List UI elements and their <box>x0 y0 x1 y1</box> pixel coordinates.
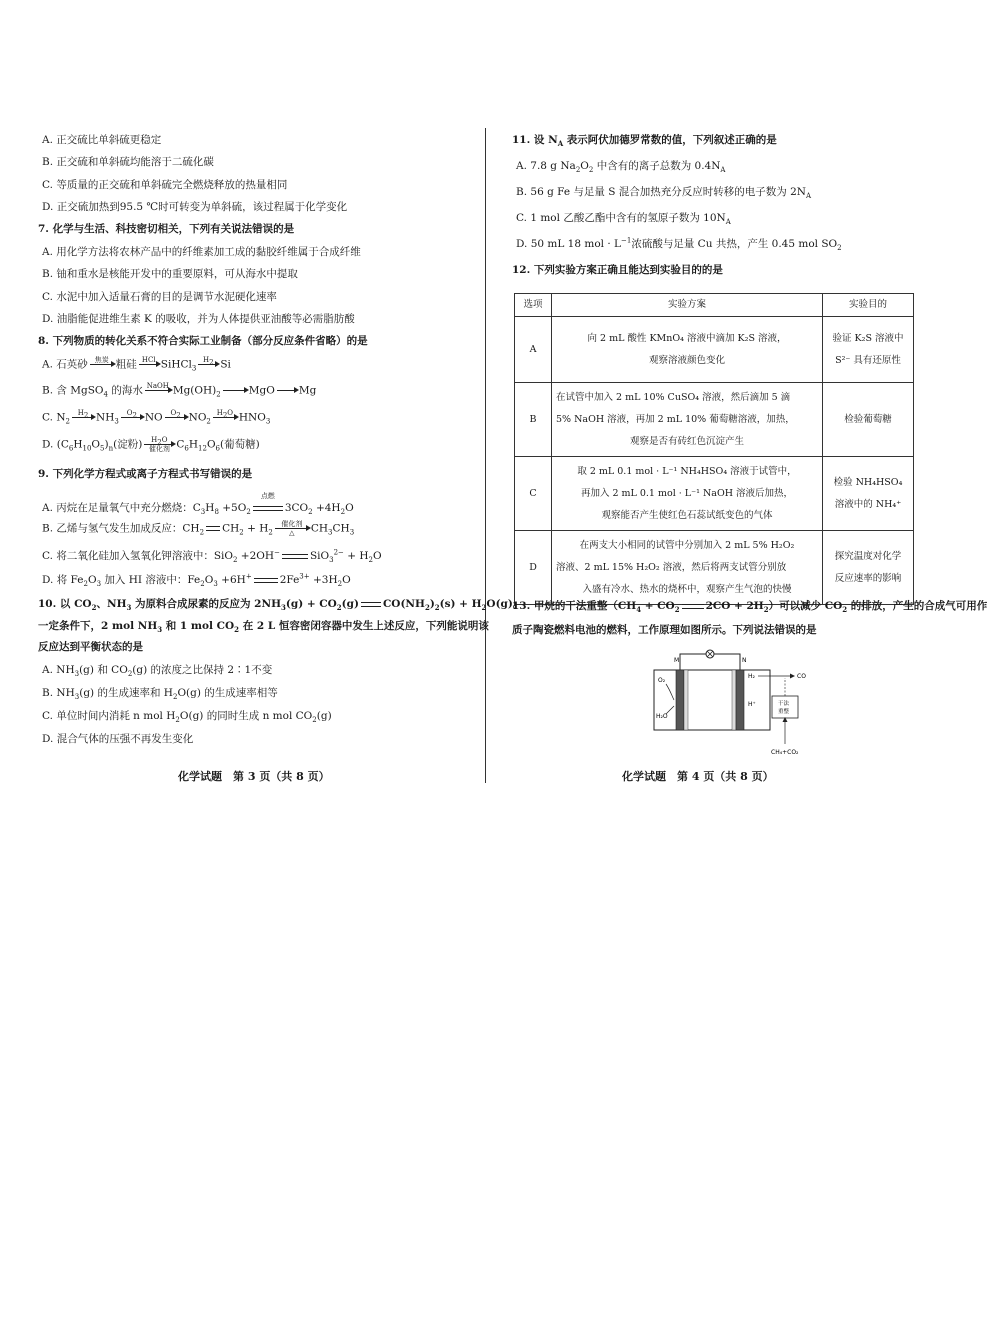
q9-stem: 9. 下列化学方程式或离子方程式书写错误的是 <box>38 468 253 480</box>
q10-stem-line2: 一定条件下，2 mol $NH_3$ 和 1 mol $CO_2$ 在 2 L 恒容密闭容器中发生上述反应，下列能说明该 <box>38 620 489 635</box>
label-o2: O₂ <box>658 677 666 684</box>
q6-option-c: C. 等质量的正交硫和单斜硫完全燃烧释放的热量相同 <box>42 179 288 191</box>
plan-line: 在试管中加入 2 mL 10% CuSO₄ 溶液，然后滴加 5 滴 <box>556 391 791 403</box>
q12-experiment-table <box>514 293 914 605</box>
reformer-label-2: 重整 <box>778 709 790 715</box>
plan-line: 在两支大小相同的试管中分别加入 2 mL 5% H₂O₂ <box>579 539 795 551</box>
plan-line: 再加入 2 mL 0.1 mol · L⁻¹ NaOH 溶液后加热， <box>580 487 794 499</box>
q10-option-d: D. 混合气体的压强不再发生变化 <box>42 733 194 745</box>
table-cell-plan <box>552 457 823 531</box>
q9-option-b: B. 乙烯与氢气发生加成反应：$CH_2$ $CH_2 + H_2$ 催化剂 △ $CH_3CH_3$ <box>42 520 355 537</box>
q13-stem-line1: 13. 甲烷的干法重整（$CH_4 + CO_2$ $2CO + 2H_2$）可以减少 $CO_2$ 的排放，产生的合成气可用作 <box>512 600 987 615</box>
electrolyte-left <box>684 670 688 730</box>
goal-line: 溶液中的 NH₄⁺ <box>834 498 902 510</box>
q9-option-d: D. 将 $Fe_2O_3$ 加入 HI 溶液中：$Fe_2O_3 +6H^+$ $2Fe^{3+} +3H_2O$ <box>42 572 351 589</box>
plan-line: 入盛有冷水、热水的烧杯中，观察产生气泡的快慢 <box>582 583 792 595</box>
q11-option-b: B. 56 g Fe 与足量 S 混合加热充分反应时转移的电子数为 $2N_A$ <box>516 186 812 201</box>
table-cell-goal <box>823 457 914 531</box>
plan-line: 5% NaOH 溶液，再加 2 mL 10% 葡萄糖溶液，加热， <box>556 413 795 425</box>
q9-option-a: A. 丙烷在足量氧气中充分燃烧：$C_3H_8 +5O_2$ 点燃 $3CO_2 +4H_2O$ <box>42 492 354 517</box>
plan-line: 向 2 mL 酸性 KMnO₄ 溶液中滴加 K₂S 溶液， <box>587 332 787 344</box>
label-h2: H₂ <box>748 673 755 680</box>
table-header: 实验目的 <box>823 294 914 317</box>
q7-option-b: B. 铀和重水是核能开发中的重要原料，可从海水中提取 <box>42 268 298 280</box>
q8-option-c: C. $N_2$ $H_2$ $NH_3$ $O_2$ NO $O_2$ $NO_2$ $H_2O$ $HNO_3$ <box>42 409 271 426</box>
plan-line: 观察溶液颜色变化 <box>648 354 725 366</box>
h2o-arrow <box>666 706 674 714</box>
q6-option-b: B. 正交硫和单斜硫均能溶于二硫化碳 <box>42 156 214 168</box>
goal-line: 检验葡萄糖 <box>844 413 892 425</box>
table-header: 实验方案 <box>552 294 823 317</box>
table-row <box>515 383 914 457</box>
goal-line: 检验 NH₄HSO₄ <box>833 476 903 488</box>
plan-line: 观察能否产生使红色石蕊试纸变色的气体 <box>601 509 773 521</box>
q10-option-b: B. $NH_3(g)$ 的生成速率和 $H_2O(g)$ 的生成速率相等 <box>42 687 278 702</box>
q7-option-c: C. 水泥中加入适量石膏的目的是调节水泥硬化速率 <box>42 291 277 303</box>
table-row <box>515 457 914 531</box>
q11-option-d: D. 50 mL 18 mol · $L^{-1}$浓硫酸与足量 Cu 共热，产生 0.45 mol $SO_2$ <box>516 236 842 253</box>
co-arrow-icon <box>790 674 795 679</box>
q8-option-b: B. 含 MgSO$_4$ 的海水 NaOH $Mg(OH)_2$ MgO Mg <box>42 382 317 399</box>
table-cell-goal <box>823 383 914 457</box>
table-cell-option: D <box>515 531 552 605</box>
electrolyte-right <box>732 670 736 730</box>
electrode-m <box>676 670 684 730</box>
column-divider <box>485 128 486 783</box>
q9-option-c: C. 将二氧化硅加入氢氧化钾溶液中：SiO$_2$ +2OH− $SiO_3^{2-} + H_2O$ <box>42 548 382 565</box>
q8-option-a: A. 石英砂 焦炭 粗硅 HCl SiHCl$_3$ $H_2$ Si <box>42 356 231 373</box>
table-cell-option: A <box>515 317 552 383</box>
plan-line: 溶液、2 mL 15% H₂O₂ 溶液，然后将两支试管分别放 <box>556 561 787 573</box>
o2-arrow <box>666 684 674 700</box>
label-co: CO <box>797 673 806 680</box>
table-header-row <box>515 294 914 317</box>
goal-line: 探究温度对化学 <box>834 550 902 562</box>
table-cell-plan <box>552 317 823 383</box>
fuel-cell-diagram <box>640 648 820 760</box>
table-row <box>515 317 914 383</box>
table-cell-plan <box>552 531 823 605</box>
q7-option-a: A. 用化学方法将农林产品中的纤维素加工成的黏胶纤维属于合成纤维 <box>42 246 361 258</box>
q10-stem-line1: 10. 以 $CO_2$、$NH_3$ 为原料合成尿素的反应为 $2NH_3(g) + CO_2(g) CO(NH_2)_2(s) + H_2O(g)$。 <box>38 598 524 613</box>
goal-line: S²⁻ 具有还原性 <box>835 354 901 366</box>
q10-option-c: C. 单位时间内消耗 n mol $H_2O(g)$ 的同时生成 n mol $CO_2(g)$ <box>42 710 332 725</box>
q8-option-d: D. $(C_6H_{10}O_5)_n$(淀粉) $H_2O$ 催化剂 $C_6H_{12}O_6$(葡萄糖) <box>42 436 260 453</box>
q6-option-a: A. 正交硫比单斜硫更稳定 <box>42 134 162 146</box>
table-cell-goal <box>823 317 914 383</box>
goal-line: 反应速率的影响 <box>834 572 902 584</box>
table-header: 选项 <box>515 294 552 317</box>
label-h-plus: H⁺ <box>748 701 756 708</box>
q13-stem-line2: 质子陶瓷燃料电池的燃料，工作原理如图所示。下列说法错误的是 <box>512 624 817 636</box>
table-row <box>515 531 914 605</box>
q8-stem: 8. 下列物质的转化关系不符合实际工业制备（部分反应条件省略）的是 <box>38 335 368 347</box>
label-ch4-co2: CH₄+CO₂ <box>771 749 799 756</box>
q12-stem: 12. 下列实验方案正确且能达到实验目的的是 <box>512 264 723 276</box>
q10-option-a: A. $NH_3(g)$ 和 $CO_2(g)$ 的浓度之比保持 2∶1不变 <box>42 664 273 679</box>
reformer-label-1: 干法 <box>778 701 790 707</box>
label-m: M <box>674 657 680 664</box>
left-page-footer: 化学试题 第 3 页（共 8 页） <box>178 770 330 783</box>
q11-stem: 11. 设 $N_A$ 表示阿伏加德罗常数的值，下列叙述正确的是 <box>512 134 777 149</box>
electrode-n <box>736 670 744 730</box>
table-cell-plan <box>552 383 823 457</box>
table-cell-goal <box>823 531 914 605</box>
q6-option-d: D. 正交硫加热到95.5 ℃时可转变为单斜硫，该过程属于化学变化 <box>42 201 348 213</box>
q11-option-c: C. 1 mol 乙酸乙酯中含有的氢原子数为 $10N_A$ <box>516 212 731 227</box>
plan-line: 观察是否有砖红色沉淀产生 <box>629 435 744 447</box>
q10-stem-line3: 反应达到平衡状态的是 <box>38 641 143 653</box>
table-cell-option: B <box>515 383 552 457</box>
table-cell-option: C <box>515 457 552 531</box>
right-page-footer: 化学试题 第 4 页（共 8 页） <box>622 770 774 783</box>
label-n: N <box>742 657 747 664</box>
plan-line: 取 2 mL 0.1 mol · L⁻¹ NH₄HSO₄ 溶液于试管中， <box>577 465 797 477</box>
q7-stem: 7. 化学与生活、科技密切相关，下列有关说法错误的是 <box>38 223 295 235</box>
q7-option-d: D. 油脂能促进维生素 K 的吸收，并为人体提供亚油酸等必需脂肪酸 <box>42 313 355 325</box>
goal-line: 验证 K₂S 溶液中 <box>832 332 904 344</box>
label-h2o: H₂O <box>656 713 668 720</box>
q11-option-a: A. 7.8 g $Na_2O_2$ 中含有的离子总数为 $0.4N_A$ <box>516 160 726 175</box>
